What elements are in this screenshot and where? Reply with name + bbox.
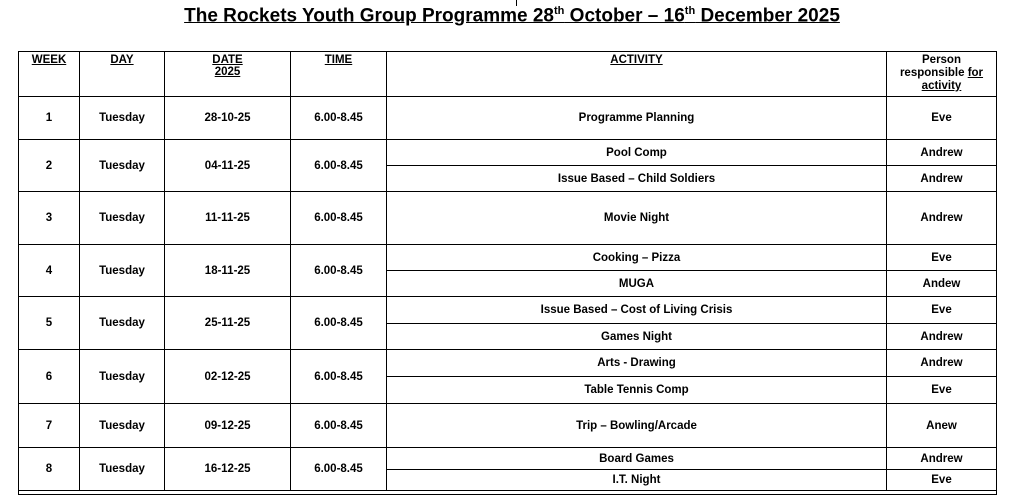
activity-cell: Issue Based – Child Soldiers: [387, 166, 887, 192]
time-cell: 6.00-8.45: [291, 350, 387, 404]
header-row: [19, 52, 997, 97]
week-cell: 7: [19, 404, 80, 448]
activity-cell: Table Tennis Comp: [387, 377, 887, 404]
table-row: [19, 140, 997, 166]
header-week: WEEK: [19, 52, 80, 97]
day-cell: Tuesday: [80, 192, 165, 245]
activity-cell: Programme Planning: [387, 97, 887, 140]
time-cell: 6.00-8.45: [291, 97, 387, 140]
header-day: DAY: [80, 52, 165, 97]
person-cell: Eve: [887, 470, 997, 491]
table-footer-row: [19, 491, 997, 495]
week-cell: 8: [19, 448, 80, 491]
header-time: TIME: [291, 52, 387, 97]
person-cell: Andrew: [887, 350, 997, 377]
person-cell: Eve: [887, 377, 997, 404]
date-cell: 28-10-25: [165, 97, 291, 140]
time-cell: 6.00-8.45: [291, 448, 387, 491]
person-cell: Eve: [887, 97, 997, 140]
day-cell: Tuesday: [80, 97, 165, 140]
table-row: [19, 97, 997, 140]
table-row: [19, 448, 997, 470]
person-cell: Andrew: [887, 448, 997, 470]
person-cell: Andrew: [887, 192, 997, 245]
header-activity: ACTIVITY: [387, 52, 887, 97]
date-cell: 04-11-25: [165, 140, 291, 192]
date-cell: 18-11-25: [165, 245, 291, 297]
activity-cell: MUGA: [387, 271, 887, 297]
person-cell: Andrew: [887, 166, 997, 192]
table-row: [19, 192, 997, 245]
person-cell: Andrew: [887, 140, 997, 166]
date-cell: 16-12-25: [165, 448, 291, 491]
activity-cell: Arts - Drawing: [387, 350, 887, 377]
activity-cell: Issue Based – Cost of Living Crisis: [387, 297, 887, 324]
time-cell: 6.00-8.45: [291, 245, 387, 297]
person-cell: Anew: [887, 404, 997, 448]
time-cell: 6.00-8.45: [291, 297, 387, 350]
header-date: DATE 2025: [165, 52, 291, 97]
time-cell: 6.00-8.45: [291, 140, 387, 192]
programme-table: [18, 51, 997, 495]
activity-cell: Trip – Bowling/Arcade: [387, 404, 887, 448]
day-cell: Tuesday: [80, 350, 165, 404]
activity-cell: Games Night: [387, 324, 887, 350]
day-cell: Tuesday: [80, 404, 165, 448]
page-title: The Rockets Youth Group Programme 28th October – 16th December 2025: [184, 5, 840, 27]
activity-cell: I.T. Night: [387, 470, 887, 491]
week-cell: 4: [19, 245, 80, 297]
week-cell: 5: [19, 297, 80, 350]
activity-cell: Pool Comp: [387, 140, 887, 166]
day-cell: Tuesday: [80, 448, 165, 491]
week-cell: 1: [19, 97, 80, 140]
person-cell: Eve: [887, 245, 997, 271]
activity-cell: Movie Night: [387, 192, 887, 245]
date-cell: 09-12-25: [165, 404, 291, 448]
table-row: [19, 245, 997, 271]
table-footer-cell: [19, 491, 997, 495]
date-cell: 25-11-25: [165, 297, 291, 350]
time-cell: 6.00-8.45: [291, 404, 387, 448]
table-row: [19, 350, 997, 377]
time-cell: 6.00-8.45: [291, 192, 387, 245]
programme-body: [19, 97, 997, 491]
date-cell: 11-11-25: [165, 192, 291, 245]
week-cell: 3: [19, 192, 80, 245]
day-cell: Tuesday: [80, 140, 165, 192]
table-row: [19, 297, 997, 324]
header-person-responsible: Person responsible for activity: [887, 52, 997, 97]
activity-cell: Cooking – Pizza: [387, 245, 887, 271]
day-cell: Tuesday: [80, 297, 165, 350]
day-cell: Tuesday: [80, 245, 165, 297]
person-cell: Andrew: [887, 324, 997, 350]
week-cell: 2: [19, 140, 80, 192]
person-cell: Eve: [887, 297, 997, 324]
person-cell: Andew: [887, 271, 997, 297]
week-cell: 6: [19, 350, 80, 404]
date-cell: 02-12-25: [165, 350, 291, 404]
activity-cell: Board Games: [387, 448, 887, 470]
table-row: [19, 404, 997, 448]
